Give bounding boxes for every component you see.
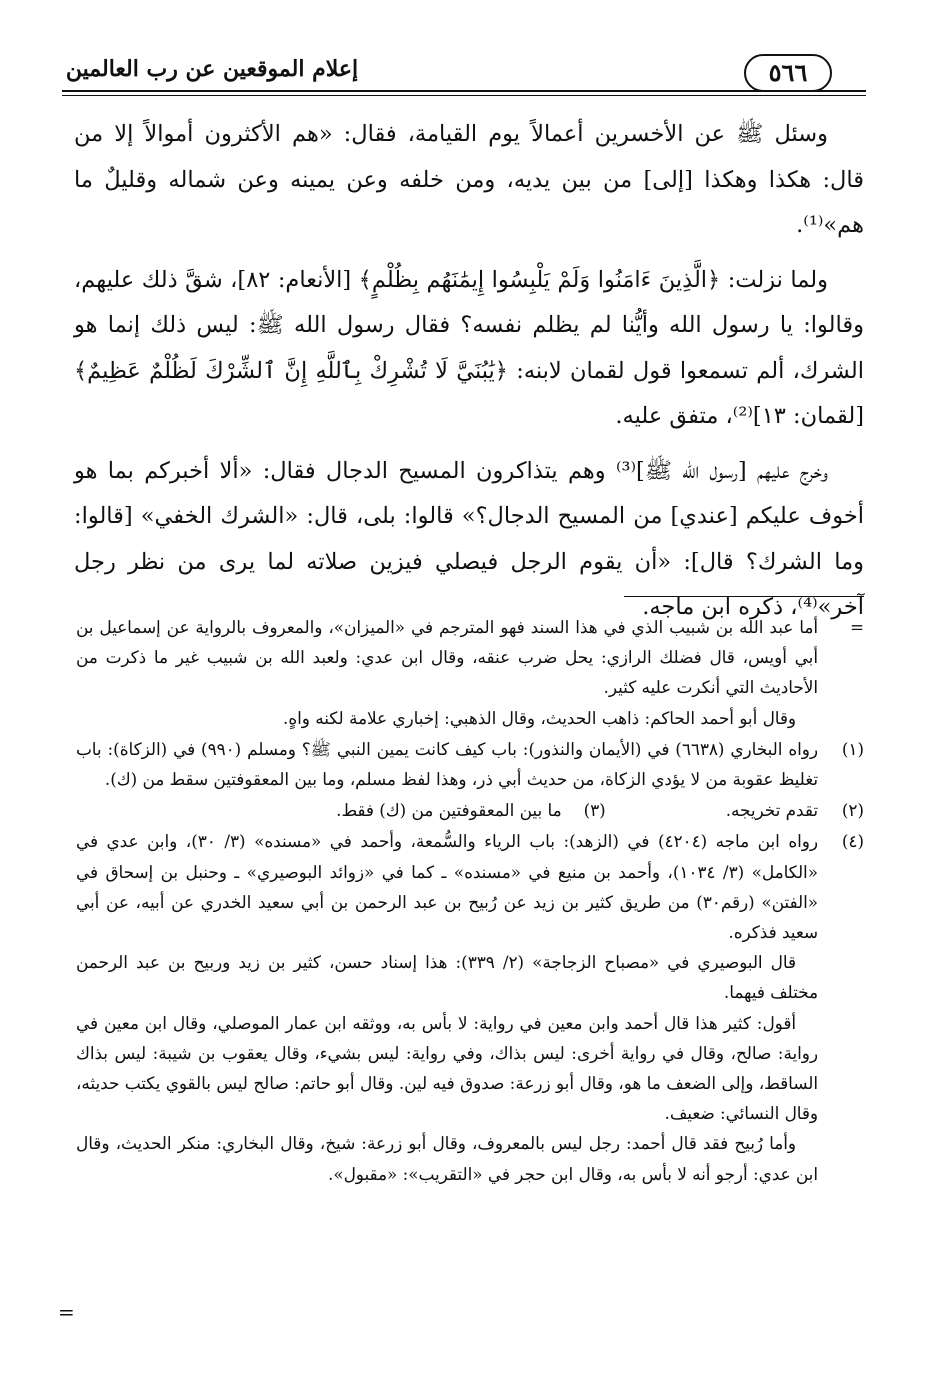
footnote-4 [76, 826, 864, 1188]
footnote-text: رواه البخاري (٦٦٣٨) في (الأيمان والنذور): باب كيف كانت يمين النبي ﷺ؟ ومسلم (٩٩٠) في (الزكاة): باب تغليظ عقوبة من لا يؤدي الزكاة، من حديث أبي ذر، وهذا لفظ مسلم، وما بين المعقوفتين سقط من (ك). [76, 738, 818, 790]
footnote-text: وأما رُبيح فقد قال أحمد: رجل ليس بالمعروف، وقال أبو زرعة: شيخ، وقال البخاري: منكر الحديث، وقال ابن عدي: أرجو أنه لا بأس به، وقال ابن حجر في «التقريب»: «مقبول». [76, 1133, 818, 1184]
footnote-number: (٣) [583, 800, 606, 821]
continuation-end-marker: = [58, 1300, 75, 1324]
main-text [74, 112, 864, 640]
page-header [62, 44, 866, 100]
paragraph: ولما نزلت: ﴿الَّذِينَ ءَامَنُوا وَلَمْ يَلْبِسُوا إِيمَٰنَهُم بِظُلْمٍ﴾ [الأنعام: ٨٢]، شقَّ ذلك عليهم، وقالوا: يا رسول الله وأيُّنا لم يظلم نفسه؟ فقال رسول الله ﷺ: ليس ذلك إنما هو الشرك، ألم تسمعوا قول لقمان لابنه: ﴿يَٰبُنَيَّ لَا تُشْرِكْ بِٱللَّهِ إِنَّ ٱلشِّرْكَ لَظُلْمٌ عَظِيمٌ﴾ [لقمان: ١٣]⁽²⁾، متفق عليه. [74, 266, 864, 429]
header-rule-thin [62, 95, 866, 96]
page-number: ٥٦٦ [744, 54, 832, 92]
footnotes [76, 612, 864, 1190]
continuation-marker: = [849, 617, 864, 637]
paragraph: وخرج عليهم [رسول الله ﷺ]⁽³⁾ وهم يتذاكرون المسيح الدجال فقال: «ألا أخبركم بما هو أخوف عليكم [عندي] من المسيح الدجال؟» قالوا: بلى، قال: «الشرك الخفي» [قالوا: وما الشرك؟ قال]: «أن يقوم الرجل فيصلي فيزين صلاته لما يرى من نظر رجل آخر»⁽⁴⁾، ذكره ابن ماجه. [74, 457, 864, 620]
footnote-number: (٢) [841, 800, 864, 821]
footnote-separator [624, 596, 864, 597]
footnote-text: ما بين المعقوفتين من (ك) فقط. [336, 800, 562, 821]
footnote-text: قال البوصيري في «مصباح الزجاجة» (٢/ ٣٣٩): هذا إسناد حسن، كثير بن زيد وربيح بن عبد الرحمن مختلف فيهما. [76, 952, 818, 1003]
paragraph: وسئل ﷺ عن الأخسرين أعمالاً يوم القيامة، فقال: «هم الأكثرون أموالاً إلا من قال: هكذا وهكذا [إلى] من بين يديه، ومن خلفه وعن يمينه وعن شماله وقليلٌ ما هم»⁽¹⁾. [74, 121, 864, 238]
footnote-text: وقال أبو أحمد الحاكم: ذاهب الحديث، وقال الذهبي: إخباري علامة لكنه واهٍ. [283, 707, 796, 728]
footnote-2-3 [76, 795, 864, 825]
footnote-1 [76, 734, 864, 794]
header-rule [62, 90, 866, 92]
footnote-number: (١) [841, 738, 864, 759]
running-title: إعلام الموقعين عن رب العالمين [65, 56, 359, 82]
footnote-text: أما عبد الله بن شبيب الذي في هذا السند فهو المترجم في «الميزان»، والمعروف بالرواية عن إسماعيل بن أبي أويس، قال فضلك الرازي: يحل ضرب عنقه، وقال ابن عدي: ولعبد الله بن شبيب غير ما ذكرت من الأحاديث التي أنكرت عليه كثير. [76, 617, 818, 698]
footnote-number: (٤) [841, 831, 864, 852]
footnote-continuation [76, 612, 864, 733]
footnote-text: رواه ابن ماجه (٤٢٠٤) في (الزهد): باب الرياء والسُّمعة، وأحمد في «مسنده» (٣/ ٣٠)، وابن عدي في «الكامل» (٣/ ١٠٣٤)، وأحمد بن منيع في «مسنده» ـ كما في «زوائد البوصيري» ـ وحنبل بن إسحاق في «الفتن» (رقم٣٠) من طريق كثير بن زيد عن رُبيح بن عبد الرحمن بن أبي سعيد الخدري عن أبيه، عن أبي سعيد فذكره. [76, 831, 819, 943]
footnote-text: أقول: كثير هذا قال أحمد وابن معين في رواية: لا بأس به، ووثقه ابن عمار الموصلي، وقال ابن معين في رواية: صالح، وقال في رواية أخرى: ليس بذاك، وفي رواية: ليس بشيء، وقال يعقوب بن شيبة: ليس بذاك الساقط، وإلى الضعف ما هو، وقال أبو زرعة: صدوق فيه لين. وقال أبو حاتم: صالح ليس بالقوي يكتب حديثه، وقال النسائي: ضعيف. [76, 1012, 818, 1124]
footnote-text: تقدم تخريجه. [725, 800, 818, 821]
